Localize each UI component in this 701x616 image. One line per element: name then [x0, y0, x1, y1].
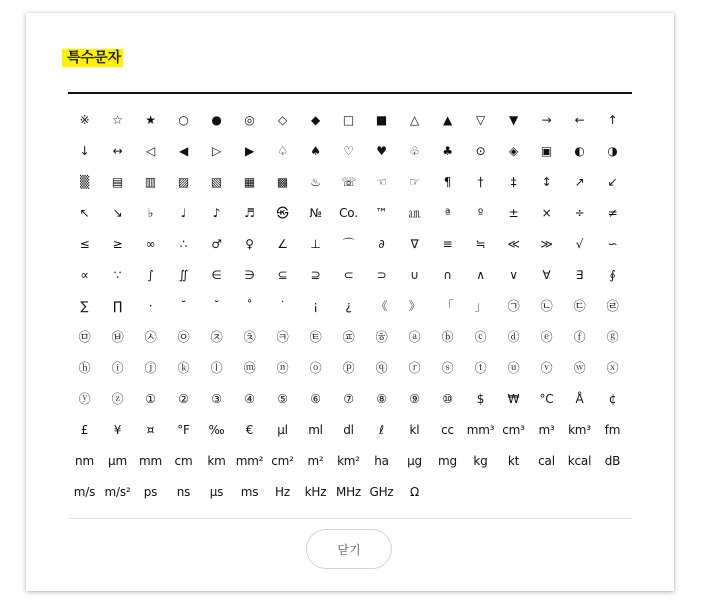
symbol-cell[interactable]: ⓠ — [375, 361, 388, 375]
symbol-cell[interactable]: ∵ — [113, 267, 122, 282]
symbol-cell[interactable]: ≠ — [607, 205, 618, 220]
symbol-cell[interactable]: kHz — [304, 484, 327, 499]
symbol-cell[interactable]: ♡ — [343, 143, 354, 158]
close-button[interactable]: 닫기 — [306, 529, 392, 569]
symbol-cell[interactable]: ¢ — [608, 391, 617, 406]
symbol-cell[interactable]: ▶ — [244, 143, 255, 158]
symbol-cell[interactable]: £ — [80, 422, 89, 437]
symbol-cell[interactable]: ms — [240, 484, 259, 499]
symbol-cell[interactable]: ♬ — [244, 205, 255, 220]
symbol-cell[interactable]: ㉣ — [606, 299, 619, 313]
symbol-cell[interactable]: ⓖ — [606, 330, 619, 344]
symbol-cell[interactable]: ㉦ — [144, 330, 157, 344]
symbol-cell[interactable]: ⓕ — [573, 330, 586, 344]
symbol-cell[interactable]: Co. — [339, 205, 358, 220]
symbol-grid — [68, 104, 632, 507]
symbol-cell[interactable]: ¥ — [113, 422, 122, 437]
symbol-cell[interactable]: ⊇ — [310, 267, 321, 282]
symbol-cell[interactable]: ⓤ — [507, 361, 520, 375]
symbol-cell[interactable]: MHz — [335, 484, 362, 499]
symbol-cell[interactable]: mm³ — [466, 422, 495, 437]
symbol-cell[interactable]: ℓ — [379, 422, 384, 437]
symbol-cell[interactable]: Å — [575, 391, 584, 406]
symbol-cell[interactable]: ‰ — [208, 422, 225, 437]
symbol-cell[interactable]: ¤ — [146, 422, 155, 437]
symbol-cell[interactable]: ◑ — [607, 143, 618, 158]
symbol-cell[interactable]: º — [477, 205, 484, 220]
symbol-cell[interactable]: ± — [508, 205, 519, 220]
symbol-cell[interactable]: 》 — [408, 299, 421, 313]
symbol-cell[interactable]: ⑨ — [409, 391, 420, 406]
symbol-cell[interactable]: cm³ — [502, 422, 525, 437]
symbol-cell[interactable]: ▒ — [79, 174, 90, 189]
symbol-cell[interactable]: ¶ — [443, 174, 452, 189]
symbol-cell[interactable]: ∽ — [607, 236, 618, 251]
symbol-cell[interactable]: kcal — [567, 453, 592, 468]
symbol-cell[interactable]: ㉬ — [342, 330, 355, 344]
symbol-cell[interactable]: ∈ — [211, 267, 222, 282]
symbol-cell[interactable]: ○ — [178, 112, 189, 127]
symbol-cell[interactable]: ˘ — [213, 298, 220, 313]
symbol-cell[interactable]: 《 — [375, 299, 388, 313]
special-characters-dialog — [26, 13, 674, 591]
symbol-cell[interactable]: ∴ — [179, 236, 188, 251]
symbol-cell[interactable]: ▼ — [508, 112, 519, 127]
symbol-cell[interactable]: ∪ — [410, 267, 419, 282]
symbol-cell[interactable]: m/s² — [104, 484, 131, 499]
symbol-cell[interactable]: · — [148, 298, 153, 313]
title-divider — [68, 92, 632, 94]
symbol-cell[interactable]: ∃ — [575, 267, 584, 282]
symbol-cell[interactable]: ∂ — [378, 236, 385, 251]
symbol-cell[interactable]: ▣ — [540, 143, 553, 158]
symbol-cell[interactable]: ∫ — [147, 267, 154, 282]
symbol-cell[interactable]: ← — [574, 112, 585, 127]
symbol-cell[interactable]: ㉪ — [276, 330, 289, 344]
symbol-cell[interactable]: ▧ — [210, 174, 223, 189]
symbol-cell[interactable]: ↘ — [112, 205, 123, 220]
symbol-cell[interactable]: kl — [409, 422, 420, 437]
symbol-cell[interactable]: ⓙ — [144, 361, 157, 375]
symbol-cell[interactable]: μs — [209, 484, 224, 499]
symbol-cell[interactable]: fm — [604, 422, 621, 437]
symbol-cell[interactable]: cal — [538, 453, 555, 468]
symbol-cell[interactable]: ∩ — [443, 267, 452, 282]
symbol-cell[interactable]: ▤ — [111, 174, 124, 189]
symbol-cell[interactable]: ㉢ — [573, 299, 586, 313]
symbol-cell[interactable]: ㏂ — [408, 206, 421, 220]
symbol-cell[interactable]: ≤ — [79, 236, 90, 251]
symbol-cell[interactable]: ⌒ — [342, 237, 355, 251]
symbol-cell[interactable]: ⊙ — [475, 143, 486, 158]
symbol-cell[interactable]: ↔ — [112, 143, 123, 158]
symbol-cell[interactable]: ⓜ — [243, 361, 256, 375]
symbol-cell[interactable]: △ — [409, 112, 420, 127]
symbol-cell[interactable]: 「 — [441, 299, 454, 313]
symbol-cell[interactable]: km² — [337, 453, 360, 468]
symbol-cell[interactable]: ㉫ — [309, 330, 322, 344]
symbol-cell[interactable]: ⓔ — [540, 330, 553, 344]
symbol-cell[interactable]: cc — [441, 422, 454, 437]
symbol-cell[interactable]: ns — [176, 484, 191, 499]
symbol-cell[interactable]: ps — [143, 484, 158, 499]
symbol-cell[interactable]: Ω — [410, 484, 419, 499]
symbol-cell[interactable]: ↖ — [79, 205, 90, 220]
symbol-cell[interactable]: ∇ — [410, 236, 419, 251]
symbol-cell[interactable]: ⑩ — [442, 391, 453, 406]
symbol-cell[interactable]: ∧ — [476, 267, 485, 282]
symbol-cell[interactable]: ㉧ — [177, 330, 190, 344]
symbol-cell[interactable]: ㉩ — [243, 330, 256, 344]
symbol-cell[interactable]: ㉤ — [78, 330, 91, 344]
symbol-cell[interactable]: ⓣ — [474, 361, 487, 375]
symbol-cell[interactable]: ★ — [145, 112, 156, 127]
symbol-cell[interactable]: ¿ — [345, 298, 352, 313]
symbol-cell[interactable]: ≫ — [540, 236, 553, 251]
symbol-cell[interactable]: ♥ — [376, 143, 387, 158]
symbol-cell[interactable]: ⊂ — [343, 267, 354, 282]
symbol-cell[interactable]: ♩ — [180, 205, 187, 220]
symbol-cell[interactable]: ª — [444, 205, 451, 220]
symbol-cell[interactable]: ⓥ — [540, 361, 553, 375]
symbol-cell[interactable]: ☜ — [376, 174, 387, 189]
symbol-cell[interactable]: ↙ — [607, 174, 618, 189]
symbol-cell[interactable]: ∑ — [80, 298, 89, 313]
symbol-cell[interactable]: ⊆ — [277, 267, 288, 282]
symbol-cell[interactable]: ♪ — [212, 205, 221, 220]
symbol-cell[interactable]: cm² — [271, 453, 294, 468]
symbol-cell[interactable]: ⓓ — [507, 330, 520, 344]
symbol-cell[interactable]: μm — [108, 453, 127, 468]
symbol-cell[interactable]: °C — [539, 391, 554, 406]
symbol-cell[interactable]: ⓞ — [309, 361, 322, 375]
symbol-cell[interactable]: × — [541, 205, 552, 220]
symbol-cell[interactable]: ∞ — [145, 236, 156, 251]
symbol-cell[interactable]: ☆ — [112, 112, 123, 127]
symbol-cell[interactable]: √ — [575, 236, 584, 251]
symbol-cell[interactable]: cm — [174, 453, 193, 468]
symbol-cell[interactable]: ⊥ — [310, 236, 321, 251]
symbol-cell[interactable]: ⓢ — [441, 361, 454, 375]
symbol-cell[interactable]: μl — [277, 422, 288, 437]
symbol-cell[interactable]: ▲ — [442, 112, 453, 127]
symbol-cell[interactable]: ◇ — [277, 112, 288, 127]
symbol-cell[interactable]: ♂ — [211, 236, 222, 251]
symbol-cell[interactable]: kg — [473, 453, 488, 468]
symbol-cell[interactable]: ♀ — [245, 236, 254, 251]
symbol-cell[interactable]: ⑦ — [343, 391, 354, 406]
symbol-cell[interactable]: ₩ — [507, 391, 520, 406]
symbol-cell[interactable]: ⓡ — [408, 361, 421, 375]
symbol-cell[interactable]: ▽ — [475, 112, 486, 127]
symbol-cell[interactable]: ▷ — [211, 143, 222, 158]
symbol-cell[interactable]: dl — [343, 422, 354, 437]
symbol-cell[interactable]: ∝ — [80, 267, 89, 282]
symbol-cell[interactable]: ▨ — [177, 174, 190, 189]
symbol-cell[interactable]: ÷ — [574, 205, 585, 220]
symbol-cell[interactable]: °F — [177, 422, 190, 437]
symbol-cell[interactable]: ∮ — [609, 267, 616, 282]
symbol-cell[interactable]: ② — [178, 391, 189, 406]
symbol-cell[interactable]: ha — [374, 453, 389, 468]
symbol-cell[interactable]: μg — [407, 453, 422, 468]
symbol-cell[interactable]: † — [477, 174, 484, 189]
symbol-cell[interactable]: ◁ — [145, 143, 156, 158]
symbol-cell[interactable]: ♠ — [310, 143, 321, 158]
symbol-cell[interactable]: m/s — [73, 484, 96, 499]
symbol-cell[interactable]: $ — [476, 391, 485, 406]
symbol-cell[interactable]: ⑤ — [277, 391, 288, 406]
symbol-cell[interactable]: ˘ — [180, 298, 187, 313]
symbol-cell[interactable]: ≒ — [475, 236, 486, 251]
symbol-cell[interactable]: ▩ — [276, 174, 289, 189]
symbol-cell[interactable]: ◈ — [508, 143, 519, 158]
symbol-cell[interactable]: ∏ — [113, 298, 122, 313]
symbol-cell[interactable]: m³ — [538, 422, 555, 437]
symbol-cell[interactable]: kt — [507, 453, 520, 468]
symbol-cell[interactable]: → — [541, 112, 552, 127]
symbol-cell[interactable]: mg — [438, 453, 457, 468]
symbol-cell[interactable]: ≥ — [112, 236, 123, 251]
symbol-cell[interactable]: ™ — [375, 205, 388, 220]
symbol-cell[interactable]: ml — [308, 422, 323, 437]
symbol-cell[interactable]: ¡ — [313, 298, 318, 313]
symbol-cell[interactable]: ≪ — [507, 236, 520, 251]
symbol-cell[interactable]: ⓑ — [441, 330, 454, 344]
symbol-cell[interactable]: ‡ — [510, 174, 517, 189]
symbol-cell[interactable]: ⓘ — [111, 361, 124, 375]
symbol-cell[interactable]: ⓐ — [408, 330, 421, 344]
symbol-cell[interactable]: ◎ — [244, 112, 255, 127]
symbol-cell[interactable]: ◐ — [574, 143, 585, 158]
symbol-cell[interactable]: ㉡ — [540, 299, 553, 313]
symbol-cell[interactable]: ● — [211, 112, 222, 127]
symbol-cell[interactable]: ⓛ — [210, 361, 223, 375]
symbol-cell[interactable]: ☏ — [341, 174, 356, 189]
symbol-cell[interactable]: ⓩ — [111, 392, 124, 406]
symbol-cell[interactable]: mm² — [235, 453, 264, 468]
symbol-cell[interactable]: ③ — [211, 391, 222, 406]
symbol-cell[interactable]: km — [207, 453, 226, 468]
symbol-cell[interactable]: ⓚ — [177, 361, 190, 375]
symbol-cell[interactable]: ▥ — [144, 174, 157, 189]
symbol-cell[interactable]: □ — [342, 112, 355, 127]
symbol-cell[interactable]: ↕ — [541, 174, 552, 189]
symbol-cell[interactable]: ♭ — [147, 205, 154, 220]
symbol-cell[interactable]: mm — [139, 453, 162, 468]
footer-divider — [68, 518, 632, 519]
symbol-cell[interactable]: ⓝ — [276, 361, 289, 375]
symbol-cell[interactable]: ⓧ — [606, 361, 619, 375]
symbol-cell[interactable]: ˙ — [279, 298, 286, 313]
symbol-cell[interactable]: ☞ — [409, 174, 420, 189]
symbol-cell[interactable]: ⓒ — [474, 330, 487, 344]
symbol-cell[interactable]: ④ — [244, 391, 255, 406]
dialog-title: 특수문자 — [62, 49, 123, 67]
symbol-cell[interactable]: ∠ — [277, 236, 288, 251]
symbol-cell[interactable]: km³ — [568, 422, 591, 437]
symbol-cell[interactable]: ㉭ — [375, 330, 388, 344]
symbol-cell[interactable]: ⓟ — [342, 361, 355, 375]
symbol-cell[interactable]: ∬ — [178, 267, 189, 282]
symbol-cell[interactable]: ㉥ — [111, 330, 124, 344]
symbol-cell[interactable]: ⊃ — [376, 267, 387, 282]
symbol-cell[interactable]: ◀ — [178, 143, 189, 158]
symbol-cell[interactable]: ∀ — [542, 267, 551, 282]
symbol-cell[interactable]: m² — [307, 453, 324, 468]
symbol-cell[interactable]: ㉿ — [276, 206, 289, 220]
symbol-cell[interactable]: ㉨ — [210, 330, 223, 344]
symbol-cell[interactable]: ■ — [375, 112, 388, 127]
symbol-cell[interactable]: ▦ — [243, 174, 256, 189]
symbol-cell[interactable]: dB — [604, 453, 621, 468]
symbol-cell[interactable]: 」 — [474, 299, 487, 313]
symbol-cell[interactable]: ˚ — [246, 298, 253, 313]
symbol-cell[interactable]: ∨ — [509, 267, 518, 282]
symbol-cell[interactable]: ⓦ — [573, 361, 586, 375]
symbol-cell[interactable]: ♨ — [310, 174, 321, 189]
symbol-cell[interactable]: ∋ — [244, 267, 255, 282]
symbol-cell[interactable]: Hz — [275, 484, 290, 499]
symbol-cell[interactable]: ① — [145, 391, 156, 406]
symbol-cell[interactable]: ⑥ — [310, 391, 321, 406]
symbol-cell[interactable]: GHz — [369, 484, 394, 499]
symbol-cell[interactable]: ↗ — [574, 174, 585, 189]
symbol-cell[interactable]: ⑧ — [376, 391, 387, 406]
symbol-cell[interactable]: ◆ — [310, 112, 321, 127]
symbol-cell[interactable]: № — [309, 205, 322, 220]
symbol-cell[interactable]: ♤ — [277, 143, 288, 158]
symbol-cell[interactable]: ⓗ — [78, 361, 91, 375]
symbol-cell[interactable]: ↑ — [607, 112, 618, 127]
symbol-cell[interactable]: € — [245, 422, 254, 437]
symbol-cell[interactable]: ↓ — [79, 143, 90, 158]
symbol-cell[interactable]: ♧ — [409, 143, 420, 158]
symbol-cell[interactable]: ♣ — [442, 143, 453, 158]
symbol-cell[interactable]: ⓨ — [78, 392, 91, 406]
symbol-cell[interactable]: ※ — [79, 112, 90, 127]
symbol-cell[interactable]: ≡ — [442, 236, 453, 251]
symbol-cell[interactable]: nm — [75, 453, 94, 468]
symbol-cell[interactable]: ㉠ — [507, 299, 520, 313]
